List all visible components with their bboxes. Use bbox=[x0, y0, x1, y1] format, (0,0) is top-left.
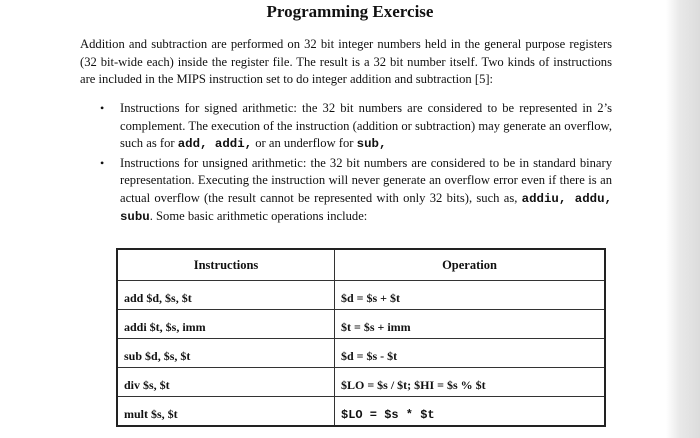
table-row bbox=[117, 368, 605, 397]
operation-cell: $LO = $s / $t; $HI = $s % $t bbox=[335, 368, 606, 397]
bullet-unsigned: • Instructions for unsigned arithmetic: the 32 bit numbers are considered to be in standard binary representation. Executing the instruction will never generate an overflow error even if there is an actual overflow (the result cannot be represented with only 32 bits), such as, addiu, addu, subu. Some basic arithmetic operations include: bbox=[100, 155, 612, 224]
page-title: Programming Exercise bbox=[266, 2, 434, 21]
instruction-cell: div $s, $t bbox=[117, 368, 335, 397]
header-instructions: Instructions bbox=[117, 249, 335, 281]
bullet-list bbox=[100, 100, 612, 228]
operation-cell: $t = $s + imm bbox=[335, 310, 606, 339]
table-row bbox=[117, 397, 605, 427]
operations-table bbox=[116, 248, 606, 427]
page-edge-shadow bbox=[666, 0, 700, 438]
operation-cell: $d = $s + $t bbox=[335, 281, 606, 310]
instruction-cell: sub $d, $s, $t bbox=[117, 339, 335, 368]
bullet-icon: • bbox=[100, 155, 105, 170]
unsigned-ops-code: addiu, addu, subu bbox=[120, 191, 612, 224]
header-operation: Operation bbox=[335, 249, 606, 281]
table-row bbox=[117, 339, 605, 368]
sub-code: sub, bbox=[356, 137, 387, 151]
operation-cell: $d = $s - $t bbox=[335, 339, 606, 368]
operation-cell: $LO = $s * $t bbox=[335, 397, 606, 427]
signed-ops-code: add, addi, bbox=[177, 137, 253, 151]
table-row bbox=[117, 281, 605, 310]
intro-paragraph: Addition and subtraction are performed on 32 bit integer numbers held in the general purpose registers (32 bit-wide each) inside the register file. The result is a 32 bit number itself. Two kinds of instructions are included in the MIPS instruction set to do integer addition and subtraction [5]: bbox=[80, 37, 612, 86]
instruction-cell: addi $t, $s, imm bbox=[117, 310, 335, 339]
table-header-row bbox=[117, 249, 605, 281]
instruction-cell: mult $s, $t bbox=[117, 397, 335, 427]
bullet-signed: • Instructions for signed arithmetic: the 32 bit numbers are considered to be represented in 2’s complement. The execution of the instruction (addition or subtraction) may generate an overflow, such as for add, addi, or an underflow for sub, bbox=[100, 101, 612, 151]
bullet-icon: • bbox=[100, 101, 105, 115]
instruction-cell: add $d, $s, $t bbox=[117, 281, 335, 310]
table-row bbox=[117, 310, 605, 339]
